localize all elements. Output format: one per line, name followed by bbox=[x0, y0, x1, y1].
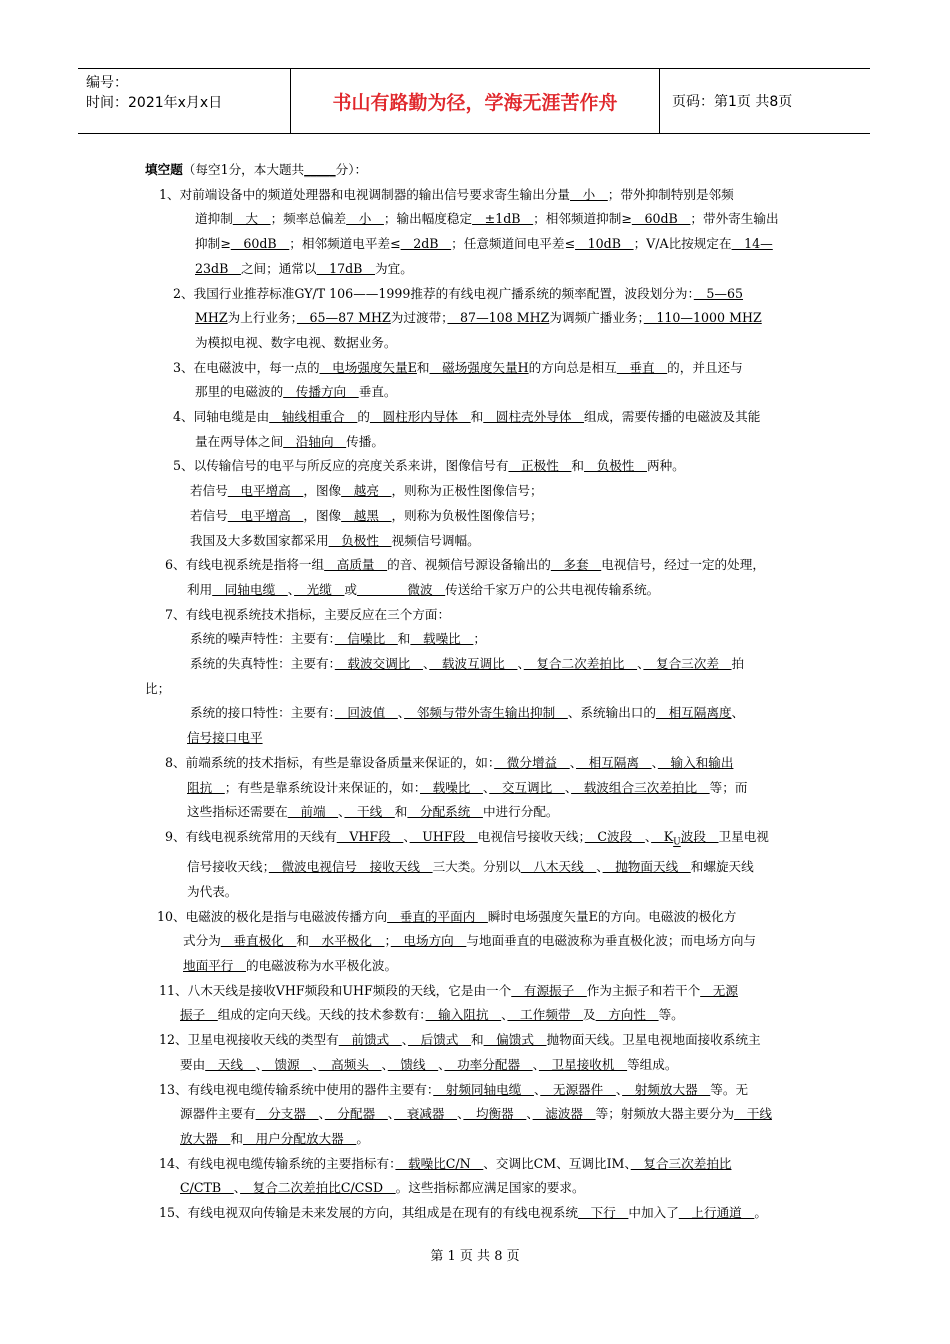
question-line bbox=[145, 430, 820, 455]
answer-blank: 载噪比 bbox=[410, 631, 474, 647]
answer-blank: 功率分配器 bbox=[444, 1056, 533, 1072]
question-text: 量在两导体之间 bbox=[195, 433, 284, 449]
question-line bbox=[145, 751, 820, 776]
answer-blank: _____ bbox=[304, 162, 336, 177]
question-text: 的，并且还与 bbox=[667, 359, 743, 375]
answer-blank: 用户分配放大器 bbox=[242, 1130, 357, 1146]
answer-blank: ±1dB bbox=[472, 211, 534, 227]
question-line bbox=[145, 405, 820, 430]
answer-blank: 小 bbox=[346, 211, 384, 227]
answer-blank: 无源器件 bbox=[540, 1081, 616, 1097]
question-text: 我国及大多数国家都采用 bbox=[190, 532, 329, 548]
answer-blank: 微分增益 bbox=[494, 754, 570, 770]
question-text: ； bbox=[473, 631, 486, 647]
answer-blank: 干线 bbox=[344, 804, 395, 820]
answer-blank: 偏馈式 bbox=[483, 1032, 547, 1048]
answer-blank: 抛物面天线 bbox=[602, 859, 691, 875]
answer-blank: 滤波器 bbox=[532, 1106, 596, 1122]
question-text: 、系统输出口的 bbox=[567, 705, 656, 721]
question-text: 。这些指标都应满足国家的要求。 bbox=[395, 1180, 585, 1196]
question-text: （每空1分，本大题共 bbox=[182, 162, 305, 177]
question-line bbox=[145, 1078, 820, 1103]
answer-blank: 有源振子 bbox=[511, 982, 587, 998]
question-text: 9、有线电视系统常用的天线有 bbox=[165, 828, 337, 844]
question-text: 利用 bbox=[187, 581, 213, 597]
answer-blank: 前馈式 bbox=[338, 1032, 402, 1048]
answer-blank: 小 bbox=[570, 186, 608, 202]
question-text: 、 bbox=[422, 656, 430, 672]
question-line bbox=[145, 454, 820, 479]
question-line bbox=[145, 776, 820, 801]
answer-blank: 87—108 MHZ bbox=[447, 310, 550, 326]
answer-blank: 干线 bbox=[734, 1106, 772, 1122]
header-meta bbox=[78, 69, 291, 133]
question-text: 11、八木天线是接收VHF频段和UHF频段的天线，它是由一个 bbox=[159, 982, 512, 998]
question-text: 要由 bbox=[180, 1056, 206, 1072]
answer-blank: 2dB bbox=[400, 236, 452, 252]
question-text: 的音、视频信号源设备输出的 bbox=[387, 557, 551, 573]
question-line bbox=[145, 1102, 820, 1127]
question-line bbox=[145, 578, 820, 603]
answer-blank: C/CTB bbox=[180, 1180, 234, 1196]
question-text: 为调频广播业务； bbox=[549, 310, 644, 326]
answer-blank: 均衡器 bbox=[463, 1106, 527, 1122]
question-text: 和 bbox=[416, 359, 430, 375]
question-text: ；有些是靠系统设计来保证的，如： bbox=[224, 779, 420, 795]
answer-blank: 馈源 bbox=[261, 1056, 313, 1072]
answer-blank: 上行通道 bbox=[678, 1205, 755, 1221]
answer-blank: 放大器 bbox=[180, 1130, 231, 1146]
question-line bbox=[145, 1201, 820, 1226]
answer-blank: 轴线相重合 bbox=[269, 409, 358, 425]
question-text: 和 bbox=[470, 409, 484, 425]
question-text: 传播。 bbox=[346, 433, 384, 449]
question-line bbox=[145, 356, 820, 381]
question-text: 若信号 bbox=[190, 507, 228, 523]
answer-blank: 电场方向 bbox=[390, 933, 467, 949]
question-text: 三大类。分别以 bbox=[432, 859, 521, 875]
page-header bbox=[78, 68, 870, 134]
header-motto: 书山有路勤为径，学海无涯苦作舟 bbox=[291, 69, 660, 133]
answer-blank: UHF段 bbox=[409, 828, 478, 844]
question-text: 拍 bbox=[731, 656, 745, 672]
question-text: 那里的电磁波的 bbox=[195, 384, 284, 400]
answer-blank: 同轴电缆 bbox=[212, 581, 288, 597]
answer-blank: 微波电视信号 接收天线 bbox=[268, 859, 433, 875]
question-line bbox=[145, 306, 820, 331]
question-text: 、 bbox=[532, 1056, 539, 1072]
question-text: 抛物面天线。卫星电视地面接收系统主 bbox=[546, 1032, 761, 1048]
question-text: ；V/A比按规定在 bbox=[633, 236, 732, 252]
question-text: 。 bbox=[754, 1205, 767, 1221]
answer-blank: 工作频带 bbox=[507, 1007, 583, 1023]
question-text: 及 bbox=[583, 1007, 596, 1023]
answer-blank: 载波组合三次差拍比 bbox=[571, 779, 710, 795]
answer-blank: 越亮 bbox=[341, 483, 392, 499]
answer-blank: 复合三次差拍比 bbox=[630, 1155, 732, 1171]
answer-blank: 5—65 bbox=[693, 285, 744, 301]
question-text: 、 bbox=[381, 1056, 388, 1072]
question-text: 和 bbox=[470, 1032, 484, 1048]
question-text: 1、对前端设备中的频道处理器和电视调制器的输出信号要求寄生输出分量 bbox=[159, 186, 571, 202]
answer-blank: 复合二次差拍比 bbox=[523, 656, 638, 672]
answer-blank: 垂直 bbox=[616, 359, 668, 375]
answer-blank: 无源 bbox=[700, 982, 738, 998]
question-text: 、 bbox=[338, 804, 345, 820]
answer-blank: 前端 bbox=[287, 804, 339, 820]
question-line bbox=[145, 929, 820, 954]
question-text: 2、我国行业推荐标准GY/T 106——1999推荐的有线电视广播系统的频率配置，波段划分为： bbox=[173, 285, 694, 301]
question-text: 、 bbox=[651, 754, 658, 770]
question-text: 、 bbox=[318, 1106, 325, 1122]
answer-blank: 分配器 bbox=[324, 1106, 388, 1122]
question-line bbox=[145, 380, 820, 405]
question-text: 和 bbox=[296, 933, 309, 949]
question-text: 道抑制 bbox=[195, 211, 233, 227]
question-text: ；带外抑制特别是邻频 bbox=[607, 186, 734, 202]
question-text: 、 bbox=[438, 1056, 445, 1072]
section-title-line bbox=[145, 158, 820, 183]
answer-blank: 越黑 bbox=[341, 507, 392, 523]
answer-blank: 110—1000 MHZ bbox=[643, 310, 762, 326]
answer-blank: 沿轴向 bbox=[283, 433, 347, 449]
question-line bbox=[145, 1003, 820, 1028]
answer-blank: 圆柱形内导体 bbox=[369, 409, 471, 425]
answer-blank: 输入和输出 bbox=[657, 754, 734, 770]
answer-blank: 磁场强度矢量H bbox=[429, 359, 529, 375]
question-text: 、 bbox=[731, 705, 745, 721]
question-text: 、 bbox=[397, 705, 405, 721]
question-text: 、 bbox=[287, 581, 295, 597]
answer-blank: 水平极化 bbox=[308, 933, 385, 949]
question-text: 的电磁波称为水平极化波。 bbox=[245, 958, 398, 974]
question-line bbox=[145, 1152, 820, 1177]
answer-blank: 衰减器 bbox=[394, 1106, 458, 1122]
question-line bbox=[145, 331, 820, 356]
question-text: 3、在电磁波中，每一点的 bbox=[173, 359, 320, 375]
question-text: 若信号 bbox=[190, 483, 228, 499]
question-text: 、 bbox=[644, 828, 652, 844]
question-text: 系统的接口特性：主要有： bbox=[190, 705, 335, 721]
question-line bbox=[145, 800, 820, 825]
question-line bbox=[145, 553, 820, 578]
answer-blank: 回波值 bbox=[334, 705, 398, 721]
answer-blank: VHF段 bbox=[336, 828, 404, 844]
answer-blank: 载噪比C/N bbox=[395, 1155, 484, 1171]
answer-blank: 馈线 bbox=[387, 1056, 439, 1072]
question-text: 组成的定向天线。天线的技术参数有： bbox=[217, 1007, 426, 1023]
question-text: 瞬时电场强度矢量E的方向。电磁波的极化方 bbox=[487, 908, 737, 924]
answer-blank: 10dB bbox=[575, 236, 634, 252]
question-text: 和 bbox=[230, 1130, 243, 1146]
answer-blank: 65—87 MHZ bbox=[296, 310, 391, 326]
question-line bbox=[145, 979, 820, 1004]
answer-blank: 负极性 bbox=[328, 532, 392, 548]
answer-blank: 多套 bbox=[550, 557, 602, 573]
question-text: ，则称为正极性图像信号； bbox=[391, 483, 543, 499]
question-text: 。 bbox=[356, 1130, 369, 1146]
answer-blank: 相互隔离度 bbox=[655, 705, 732, 721]
answer-blank: 地面平行 bbox=[183, 958, 246, 974]
answer-blank: 振子 bbox=[180, 1007, 218, 1023]
question-line bbox=[145, 479, 820, 504]
question-text: 、 bbox=[403, 828, 410, 844]
question-text: 之间；通常以 bbox=[240, 260, 317, 276]
question-text: 、 bbox=[501, 1007, 508, 1023]
question-text: ，图像 bbox=[303, 483, 342, 499]
question-text: 14、有线电视电缆传输系统的主要指标有： bbox=[159, 1155, 396, 1171]
answer-blank: 电平增高 bbox=[227, 483, 304, 499]
answer-blank: 八木天线 bbox=[520, 859, 597, 875]
question-text: 中加入了 bbox=[628, 1205, 679, 1221]
question-line bbox=[145, 1053, 820, 1078]
question-text: 、 bbox=[637, 656, 644, 672]
answer-blank: 相互隔离 bbox=[576, 754, 652, 770]
question-text: ；任意频道间电平差≤ bbox=[451, 236, 576, 252]
question-text: ；带外寄生输出 bbox=[690, 211, 779, 227]
answer-blank: 载波交调比 bbox=[334, 656, 423, 672]
question-line bbox=[145, 1176, 820, 1201]
question-text: 源器件主要有 bbox=[180, 1106, 256, 1122]
question-text: 10、电磁波的极化是指与电磁波传播方向 bbox=[157, 908, 388, 924]
question-text: 、 bbox=[401, 1032, 409, 1048]
question-text: 、 bbox=[596, 859, 603, 875]
question-text: 的方向总是相互 bbox=[528, 359, 617, 375]
answer-blank: 复合三次差 bbox=[643, 656, 732, 672]
question-line bbox=[145, 652, 820, 677]
page-footer: 第 1 页 共 8 页 bbox=[430, 1249, 520, 1264]
answer-blank: 信号接口电平 bbox=[187, 730, 263, 746]
question-line bbox=[145, 701, 820, 726]
question-line bbox=[145, 529, 820, 554]
answer-blank: 交互调比 bbox=[489, 779, 565, 795]
question-text: 、交调比CM、互调比IM、 bbox=[483, 1155, 631, 1171]
section-title: 填空题 bbox=[145, 162, 183, 177]
question-line bbox=[145, 1028, 820, 1053]
question-text: 为宜。 bbox=[375, 260, 413, 276]
question-text: 为上行业务； bbox=[227, 310, 297, 326]
header-page-number: 页码：第1页 共8页 bbox=[672, 94, 793, 110]
question-text: 或 bbox=[344, 581, 358, 597]
question-text: 为模拟电视、数字电视、数据业务。 bbox=[195, 334, 397, 350]
answer-blank: MHZ bbox=[195, 310, 228, 326]
answer-blank: 垂直极化 bbox=[220, 933, 297, 949]
question-text: 4、同轴电缆是由 bbox=[173, 409, 270, 425]
answer-blank: 载噪比 bbox=[419, 779, 483, 795]
question-text: 和 bbox=[571, 458, 585, 474]
question-text: 等组成。 bbox=[627, 1056, 678, 1072]
subscript-text: U bbox=[673, 837, 681, 848]
answer-blank: 天线 bbox=[205, 1056, 256, 1072]
question-text: 分）： bbox=[335, 162, 368, 177]
document-number-label: 编号： bbox=[86, 75, 128, 91]
question-line bbox=[145, 232, 820, 257]
question-text: 电视信号，经过一定的处理， bbox=[601, 557, 765, 573]
question-line bbox=[145, 677, 820, 702]
question-line bbox=[145, 905, 820, 930]
question-text: 7、有线电视系统技术指标，主要反应在三个方面： bbox=[165, 606, 451, 622]
answer-blank: 传播方向 bbox=[283, 384, 359, 400]
question-line bbox=[145, 504, 820, 529]
question-text: 等。无 bbox=[710, 1081, 749, 1097]
question-text: 6、有线电视系统是指将一组 bbox=[165, 557, 325, 573]
question-text: 、 bbox=[564, 779, 572, 795]
answer-blank: 下行 bbox=[578, 1205, 629, 1221]
question-text: 、 bbox=[387, 1106, 395, 1122]
answer-blank: 射频同轴电缆 bbox=[433, 1081, 534, 1097]
question-text: 系统的噪声特性：主要有： bbox=[190, 631, 335, 647]
question-text: 、 bbox=[569, 754, 577, 770]
answer-blank: 方向性 bbox=[595, 1007, 659, 1023]
document-date: 时间：2021年x月x日 bbox=[86, 95, 223, 111]
question-text: 组成，需要传播的电磁波及其能 bbox=[584, 409, 761, 425]
question-text: ；相邻频道抑制≥ bbox=[533, 211, 632, 227]
question-text: ； bbox=[384, 933, 391, 949]
question-text: 等；射频放大器主要分为 bbox=[595, 1106, 735, 1122]
question-text: 电视信号接收天线； bbox=[477, 828, 585, 844]
question-text: 与地面垂直的电磁波称为垂直极化波；而电场方向与 bbox=[466, 933, 757, 949]
answer-blank: 阻抗 bbox=[187, 779, 225, 795]
question-text: 和螺旋天线 bbox=[690, 859, 754, 875]
answer-blank: 高频头 bbox=[318, 1056, 382, 1072]
answer-blank: 波段 bbox=[680, 828, 719, 844]
question-text: 、 bbox=[233, 1180, 241, 1196]
question-text: 15、有线电视双向传输是未来发展的方向，其组成是在现有的有线电视系统 bbox=[159, 1205, 579, 1221]
question-text: 、 bbox=[312, 1056, 319, 1072]
answer-blank: 负极性 bbox=[584, 458, 647, 474]
question-text: 、 bbox=[533, 1081, 541, 1097]
answer-blank: C波段 bbox=[584, 828, 645, 844]
question-text: 抑制≥ bbox=[195, 236, 231, 252]
question-text: 和 bbox=[394, 804, 408, 820]
answer-blank: 射频放大器 bbox=[622, 1081, 711, 1097]
answer-blank: 光缆 bbox=[294, 581, 345, 597]
question-text: 这些指标还需要在 bbox=[187, 804, 288, 820]
answer-blank: 垂直的平面内 bbox=[387, 908, 488, 924]
question-text: ，图像 bbox=[303, 507, 342, 523]
answer-blank: 电平增高 bbox=[227, 507, 304, 523]
question-text: 、 bbox=[255, 1056, 262, 1072]
question-text: 两种。 bbox=[646, 458, 685, 474]
question-line bbox=[145, 207, 820, 232]
question-text: ；相邻频道电平差≤ bbox=[289, 236, 401, 252]
question-text: 、 bbox=[517, 656, 524, 672]
answer-blank: 14— bbox=[731, 236, 773, 252]
question-line bbox=[145, 257, 820, 282]
answer-blank: 23dB bbox=[195, 260, 241, 276]
answer-blank: 卫星接收机 bbox=[538, 1056, 628, 1072]
question-line bbox=[145, 282, 820, 307]
question-text: ；输出幅度稳定 bbox=[383, 211, 473, 227]
question-text: 式分为 bbox=[183, 933, 221, 949]
answer-blank: 邻频与带外寄生输出抑制 bbox=[404, 705, 568, 721]
question-text: 8、前端系统的技术指标，有些是靠设备质量来保证的，如： bbox=[165, 754, 495, 770]
question-text: 、 bbox=[457, 1106, 464, 1122]
question-text: 12、卫星电视接收天线的类型有 bbox=[159, 1032, 339, 1048]
question-text: 5、以传输信号的电平与所反应的亮度关系来讲，图像信号有 bbox=[173, 458, 509, 474]
question-text: 的 bbox=[357, 409, 370, 425]
answer-blank: 信噪比 bbox=[334, 631, 398, 647]
question-text: ，则称为负极性图像信号； bbox=[391, 507, 543, 523]
question-line bbox=[145, 1127, 820, 1152]
answer-blank: 后馈式 bbox=[408, 1032, 471, 1048]
answer-blank: 大 bbox=[232, 211, 271, 227]
question-text: 13、有线电视电缆传输系统中使用的器件主要有： bbox=[159, 1081, 434, 1097]
question-line bbox=[145, 880, 820, 905]
question-text: 等。 bbox=[658, 1007, 684, 1023]
question-line bbox=[145, 855, 820, 880]
question-text: 传送给千家万户的公共电视传输系统。 bbox=[445, 581, 660, 597]
question-line bbox=[145, 183, 820, 208]
question-line bbox=[145, 603, 820, 628]
answer-blank: 60dB bbox=[230, 236, 290, 252]
question-text: 比； bbox=[145, 680, 171, 696]
question-text: 垂直。 bbox=[358, 384, 397, 400]
question-text: 为过渡带； bbox=[390, 310, 448, 326]
answer-blank: 高质量 bbox=[324, 557, 388, 573]
question-text: 视频信号调幅。 bbox=[391, 532, 480, 548]
answer-blank: 微波 bbox=[357, 581, 446, 597]
question-text: 信号接收天线； bbox=[187, 859, 269, 875]
question-text: 系统的失真特性：主要有： bbox=[190, 656, 335, 672]
answer-blank: 输入阻抗 bbox=[425, 1007, 502, 1023]
question-line bbox=[145, 825, 820, 855]
question-text: 、 bbox=[526, 1106, 533, 1122]
question-line bbox=[145, 726, 820, 751]
question-text: ；频率总偏差 bbox=[270, 211, 347, 227]
question-text: 中进行分配。 bbox=[482, 804, 559, 820]
question-content bbox=[145, 158, 820, 1226]
question-text: 等；而 bbox=[709, 779, 748, 795]
answer-blank: 载波互调比 bbox=[429, 656, 518, 672]
answer-blank: 圆柱壳外导体 bbox=[483, 409, 585, 425]
answer-blank: 分支器 bbox=[255, 1106, 319, 1122]
question-text: 作为主振子和若干个 bbox=[586, 982, 701, 998]
question-text: 、 bbox=[482, 779, 490, 795]
answer-blank: 复合二次差拍比C/CSD bbox=[240, 1180, 396, 1196]
question-line bbox=[145, 627, 820, 652]
answer-blank: K bbox=[651, 828, 674, 844]
answer-blank: 60dB bbox=[631, 211, 691, 227]
answer-blank: 正极性 bbox=[508, 458, 572, 474]
question-text: 、 bbox=[615, 1081, 623, 1097]
answer-blank: 电场强度矢量E bbox=[319, 359, 417, 375]
answer-blank: 分配系统 bbox=[407, 804, 483, 820]
question-line bbox=[145, 954, 820, 979]
answer-blank: 17dB bbox=[316, 260, 376, 276]
question-text: 卫星电视 bbox=[718, 828, 769, 844]
question-text: 和 bbox=[397, 631, 411, 647]
question-text: 为代表。 bbox=[187, 883, 238, 899]
